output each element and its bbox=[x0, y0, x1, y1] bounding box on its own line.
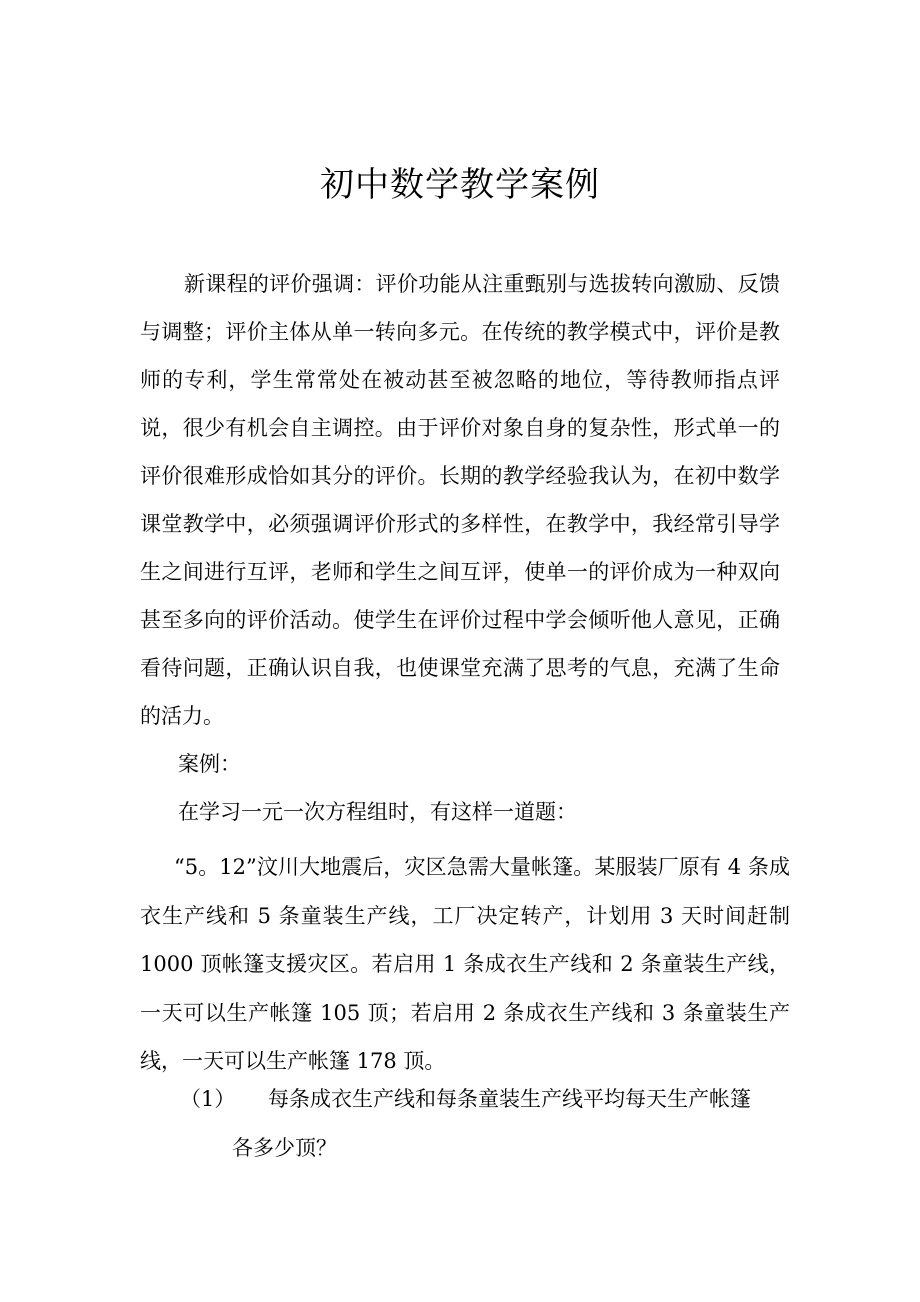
question-text-line2: 各多少顶？ bbox=[232, 1136, 337, 1160]
case-label: 案例： bbox=[178, 752, 241, 776]
case-intro: 在学习一元一次方程组时，有这样一道题： bbox=[178, 800, 577, 824]
problem-paragraph: “5。12”汶川大地震后，灾区急需大量帐篷。某服装厂原有 4 条成衣生产线和 5 条童装生产线，工厂决定转产，计划用 3 天时间赶制 1000 顶帐篷支援灾区。若启用 1 条成衣生产线和 2 条童装生产线，一天可以生产帐篷 105 顶；若启用 2 条成衣生产线和 3 条童装生产线，一天可以生产帐篷 178 顶。 bbox=[140, 855, 790, 1073]
intro-paragraph: 新课程的评价强调：评价功能从注重甄别与选拔转向激励、反馈与调整；评价主体从单一转向多元。在传统的教学模式中，评价是教师的专利，学生常常处在被动甚至被忽略的地位，等待教师指点评说，很少有机会自主调控。由于评价对象自身的复杂性，形式单一的评价很难形成恰如其分的评价。长期的教学经验我认为，在初中数学课堂教学中，必须强调评价形式的多样性，在教学中，我经常引导学生之间进行互评，老师和学生之间互评，使单一的评价成为一种双向甚至多向的评价活动。使学生在评价过程中学会倾听他人意见，正确看待问题，正确认识自我，也使课堂充满了思考的气息，充满了生命的活力。 bbox=[140, 272, 780, 728]
question-text-line1: 每条成衣生产线和每条童装生产线平均每天生产帐篷 bbox=[268, 1087, 751, 1111]
question-number: （1） bbox=[180, 1087, 236, 1111]
document-title: 初中数学教学案例 bbox=[320, 165, 600, 205]
